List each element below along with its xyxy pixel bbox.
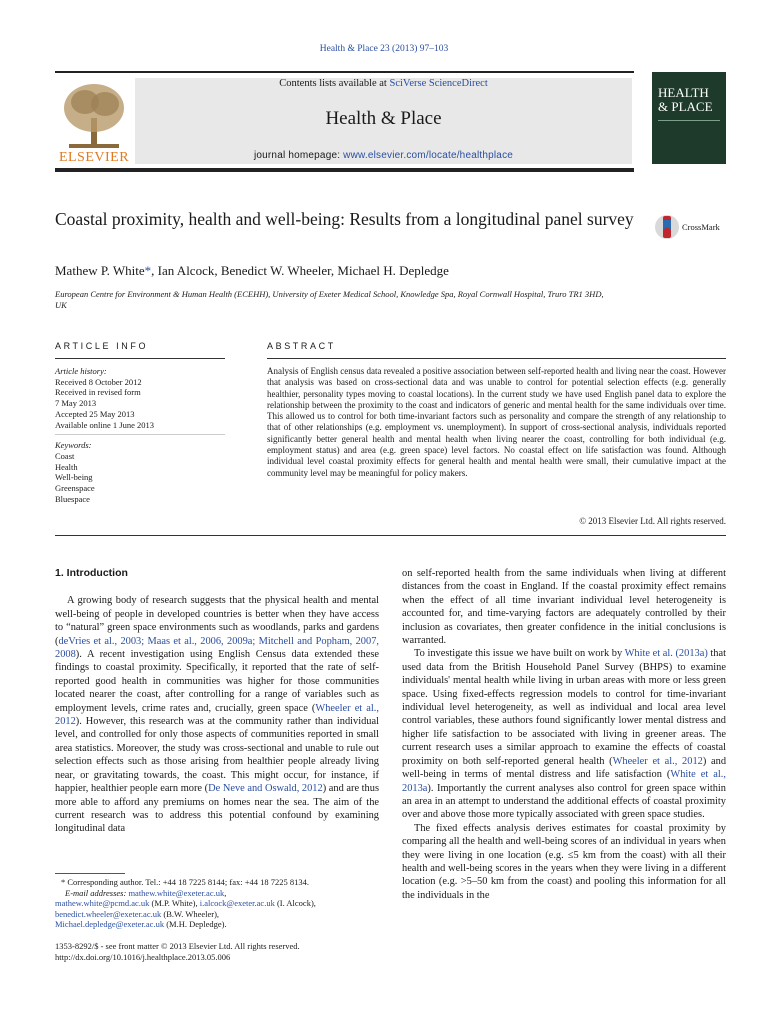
email-note: (M.P. White), xyxy=(149,898,200,908)
email-link[interactable]: i.alcock@exeter.ac.uk xyxy=(199,898,275,908)
intro-paragraph xyxy=(55,594,379,835)
cover-title-line2: & PLACE xyxy=(658,99,713,114)
section-heading: 1. Introduction xyxy=(55,567,128,579)
body-paragraph: The fixed effects analysis derives estimates for coastal proximity by comparing all the health and well-being scores of an individual in years when they were living in one location (e.g. ≤5 km from the coast) with all their health and well-being scores in the years when they were living in a different location (e.g. >5–50 km from the coast) and pooling this information for all the individuals in the xyxy=(402,822,726,901)
header-bottom-rule xyxy=(55,168,634,172)
body-paragraph: on self-reported health from the same individuals when living at different distances from the coast in England. If the coastal proximity effect remains when the effect of all time invariant individual level heterogeneity is accounted for, and time-varying factors are adequately controlled by their inclusion as covariates, then greater confidence in the initial conclusions is warranted. xyxy=(402,568,726,647)
text-run: ) and are thus more able to afford any premiums on homes near the sea. The aim of the current research was to address this potential confound by examining longitudinal data xyxy=(55,783,379,835)
text-run: A growing body of research suggests that the physical health and mental well-being of people in developed countries is better when they have access to “natural” green space environments such as woodlands, parks and gardens ( xyxy=(55,595,379,647)
affiliation: European Centre for Environment & Human Health (ECEHH), University of Exeter Medical School, Knowledge Spa, Royal Cornwall Hospital, Truro TR1 3HD, UK xyxy=(55,289,604,310)
journal-citation[interactable]: Health & Place 23 (2013) 97–103 xyxy=(319,44,449,54)
article-info-heading: ARTICLE INFO xyxy=(55,341,149,351)
email-note: (M.H. Depledge). xyxy=(164,919,227,929)
keyword: Greenspace xyxy=(55,483,95,494)
publisher-name: ELSEVIER xyxy=(58,150,130,165)
citation-link[interactable]: De Neve and Oswald, 2012 xyxy=(208,783,323,795)
crossmark-badge[interactable] xyxy=(654,212,734,242)
footnote-rule xyxy=(55,873,125,874)
email-line xyxy=(55,909,379,920)
text-run: ). A recent investigation using English Census data extended these findings to coastal proximity. Specifically, it reported that the rate of self-reported good health in communities was higher for those communities located nearer the coast, after controlling for a range of variables such as employment levels, crime rates and, crucially, green space ( xyxy=(55,649,379,714)
journal-title: Health & Place xyxy=(325,108,442,129)
keyword: Well-being xyxy=(55,472,93,483)
author-list xyxy=(55,263,449,279)
abstract-heading: ABSTRACT xyxy=(267,341,336,351)
history-label: Article history: xyxy=(55,366,107,376)
abstract-rule xyxy=(267,358,726,359)
email-link[interactable]: mathew.white@pcmd.ac.uk xyxy=(55,898,150,908)
info-divider xyxy=(55,434,225,435)
text-run: that used data from the British Household Panel Survey (BHPS) to examine individuals' mental health while living in urban areas with more or less green space. Using fixed-effects regression models to control for time-invariant individual level heterogeneity, as well as individual and local area level control variables, these authors found significantly lower mental distress and higher life satisfaction to be associated with living in greener areas. The current research uses a similar approach to examine the effects of coastal proximity on both self-reported general health ( xyxy=(402,648,726,767)
text-run: To investigate this issue we have built on work by xyxy=(414,648,625,660)
article-title: Coastal proximity, health and well-being: Results from a longitudinal panel survey xyxy=(55,209,634,229)
left-column xyxy=(55,567,379,836)
crossmark-label: CrossMark xyxy=(682,222,720,232)
contents-prefix: Contents lists available at xyxy=(279,78,390,89)
citation-link[interactable]: Wheeler et al., 2012 xyxy=(55,702,380,728)
right-column xyxy=(402,567,726,902)
author-1: Mathew P. White xyxy=(55,263,145,278)
article-info xyxy=(55,366,225,504)
email-link[interactable]: mathew.white@exeter.ac.uk xyxy=(128,887,225,898)
homepage-line xyxy=(135,150,632,161)
text-run: ). However, this research was at the community rather than individual level, and controlled for only those aspects of communities reported in small area statistics. Moreover, the study was cross-sectional and unable to rule out selection effects such as those arising from healthier people already living near, or gravitating towards, the coast. This might occur, for instance, if happier, healthier people earn more ( xyxy=(55,716,379,795)
citation-link[interactable]: White et al. (2013a) xyxy=(624,648,708,660)
history-item: Accepted 25 May 2013 xyxy=(55,408,135,419)
crossmark-icon xyxy=(654,212,680,242)
text-run: ). Importantly the current analyses also control for green space within an area in an attempt to understand the additional effects of coastal proximity over and above those more typically associated with green space studies. xyxy=(402,782,726,821)
body-paragraph xyxy=(402,647,726,821)
history-item: Received 8 October 2012 xyxy=(55,376,142,387)
issn-line: 1353-8292/$ - see front matter © 2013 Elsevier Ltd. All rights reserved. xyxy=(55,941,300,951)
history-item: Received in revised form xyxy=(55,387,141,398)
homepage-prefix: journal homepage: xyxy=(253,150,344,161)
citation-link[interactable]: deVries et al., 2003; Maas et al., 2006, 2009a; Mitchell and Popham, 2007, 2008 xyxy=(55,635,379,661)
contents-line xyxy=(135,78,632,89)
sciencedirect-link[interactable]: SciVerse ScienceDirect xyxy=(389,78,488,89)
article-info-rule xyxy=(55,358,225,359)
other-authors: , Ian Alcock, Benedict W. Wheeler, Michael H. Depledge xyxy=(151,263,449,278)
corresponding-author-note: * Corresponding author. Tel.: +44 18 7225 8144; fax: +44 18 7225 8134. xyxy=(61,877,309,887)
keyword: Coast xyxy=(55,450,75,461)
elsevier-logo xyxy=(55,78,133,166)
text-run: ) and well-being in terms of mental distress and life satisfaction ( xyxy=(402,755,727,781)
doi-link[interactable]: http://dx.doi.org/10.1016/j.healthplace.2013.05.006 xyxy=(55,951,231,962)
keyword: Health xyxy=(55,461,78,472)
abstract-bottom-rule xyxy=(55,535,726,536)
corresponding-author-mark[interactable]: * xyxy=(144,263,152,278)
cover-title xyxy=(658,86,713,114)
email-link[interactable]: benedict.wheeler@exeter.ac.uk xyxy=(55,908,162,919)
footnotes xyxy=(55,877,379,930)
email-line xyxy=(55,898,379,909)
journal-cover-image xyxy=(652,72,726,164)
keywords-label: Keywords: xyxy=(55,440,92,451)
citation-link[interactable]: Wheeler et al., 2012 xyxy=(612,755,703,767)
abstract-copyright: © 2013 Elsevier Ltd. All rights reserved. xyxy=(579,516,726,526)
email-link[interactable]: Michael.depledge@exeter.ac.uk xyxy=(55,919,165,929)
email-line: E-mail addresses: mathew.white@exeter.ac.uk, xyxy=(65,887,227,898)
history-item: 7 May 2013 xyxy=(55,398,97,409)
cover-title-line1: HEALTH xyxy=(658,85,709,100)
homepage-link[interactable]: www.elsevier.com/locate/healthplace xyxy=(343,150,514,161)
email-note: (B.W. Wheeler), xyxy=(161,908,220,919)
email-line xyxy=(55,919,379,930)
history-item: Available online 1 June 2013 xyxy=(55,419,154,430)
email-note: (I. Alcock), xyxy=(274,898,316,908)
citation-link[interactable]: White et al., 2013a xyxy=(402,769,727,794)
abstract-text: Analysis of English census data revealed a positive association between self-reported health and living near the coast. However that analysis was based on cross-sectional data and was unable to control for potential selection effects (e.g. generally healthier, personality types moving to coastal locations). In the current study we have used English panel data to explore the relationship between the proximity to the coast and indicators of generic and mental health for the same individuals over time. This allowed us to control for both time-invariant factors such as personality and compare the strength of any relationship to that of other relationships (e.g. employment vs. unemployment). In support of cross-sectional analysis, individuals reported significantly better general health and mental health when living nearer the coast, controlling for both individual (e.g. employment status) and area (e.g. green space) level factors. No coastal effect on life satisfaction was found. Although individual level coastal proximity effects for general health and mental health were small, their cumulative impact at the community level may be meaningful for policy makers. xyxy=(267,366,726,478)
front-matter xyxy=(55,941,379,962)
keyword: Bluespace xyxy=(55,493,90,504)
header-top-rule xyxy=(55,71,634,73)
email-label: E-mail addresses: xyxy=(65,887,129,898)
